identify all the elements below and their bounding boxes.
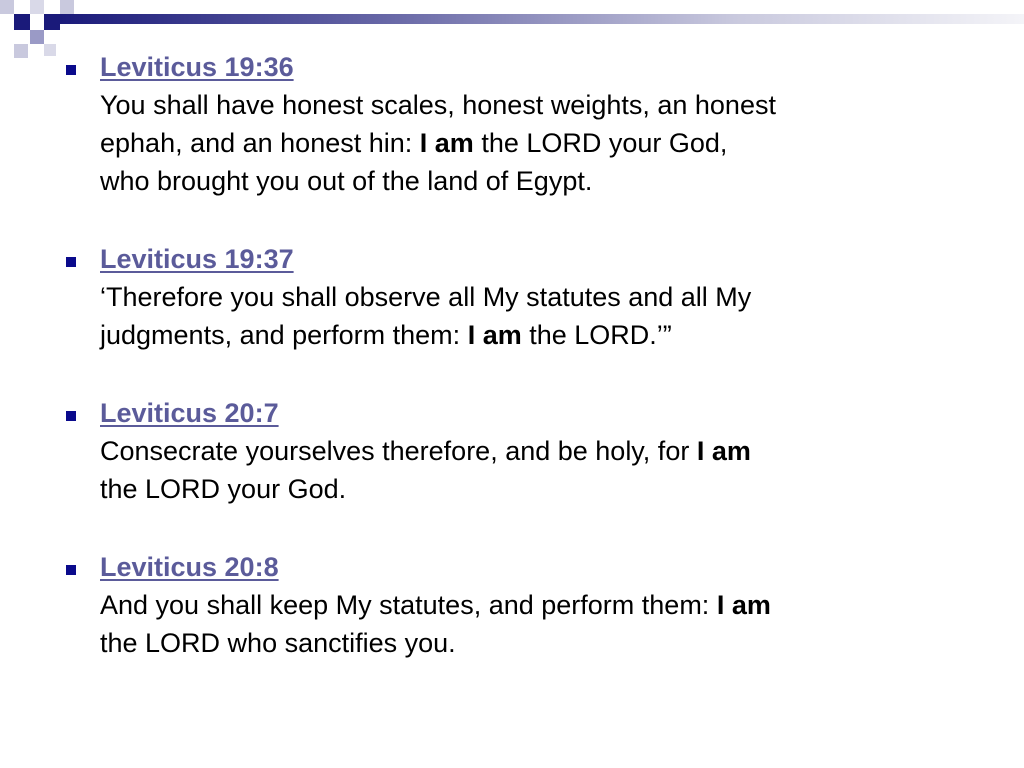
- decor-gradient-bar: [60, 14, 1024, 24]
- verse-text-before: Consecrate yourselves therefore, and be holy, for: [100, 436, 697, 466]
- verse-text-after: the LORD who sanctifies you.: [100, 628, 456, 658]
- verse-text-bold: I am: [696, 436, 751, 466]
- verse-text: [100, 278, 982, 354]
- verse-item: [62, 48, 982, 200]
- decor-square: [0, 0, 14, 14]
- verse-text-bold: I am: [716, 590, 771, 620]
- verse-text-before: You shall have honest scales, honest weights, an honest ephah, and an honest hin:: [100, 90, 776, 158]
- verse-item: [62, 240, 982, 354]
- verse-item: [62, 394, 982, 508]
- decor-square: [44, 44, 56, 56]
- decor-square: [30, 0, 44, 14]
- verse-item: [62, 548, 982, 662]
- verse-list: [62, 48, 982, 702]
- verse-reference-link[interactable]: Leviticus 20:8: [100, 552, 279, 582]
- square-bullet-icon: [66, 411, 76, 421]
- verse-text-bold: I am: [467, 320, 522, 350]
- verse-text-bold: I am: [419, 128, 474, 158]
- verse-text-after: the LORD.’”: [521, 320, 672, 350]
- verse-reference-link[interactable]: Leviticus 20:7: [100, 398, 279, 428]
- verse-text: [100, 86, 982, 200]
- decor-square: [14, 44, 28, 58]
- verse-text: [100, 586, 982, 662]
- square-bullet-icon: [66, 257, 76, 267]
- verse-text-before: ‘Therefore you shall observe all My statutes and all My judgments, and perform them:: [100, 282, 752, 350]
- decor-square: [30, 30, 44, 44]
- verse-text-after: the LORD your God.: [100, 474, 347, 504]
- decor-square: [60, 0, 74, 14]
- square-bullet-icon: [66, 565, 76, 575]
- verse-text: [100, 432, 982, 508]
- verse-reference-link[interactable]: Leviticus 19:36: [100, 52, 294, 82]
- decor-square: [14, 14, 30, 30]
- verse-reference-link[interactable]: Leviticus 19:37: [100, 244, 294, 274]
- decor-square: [44, 14, 60, 30]
- verse-text-after: the LORD your God, who brought you out of the land of Egypt.: [100, 128, 728, 196]
- square-bullet-icon: [66, 65, 76, 75]
- verse-text-before: And you shall keep My statutes, and perform them:: [100, 590, 717, 620]
